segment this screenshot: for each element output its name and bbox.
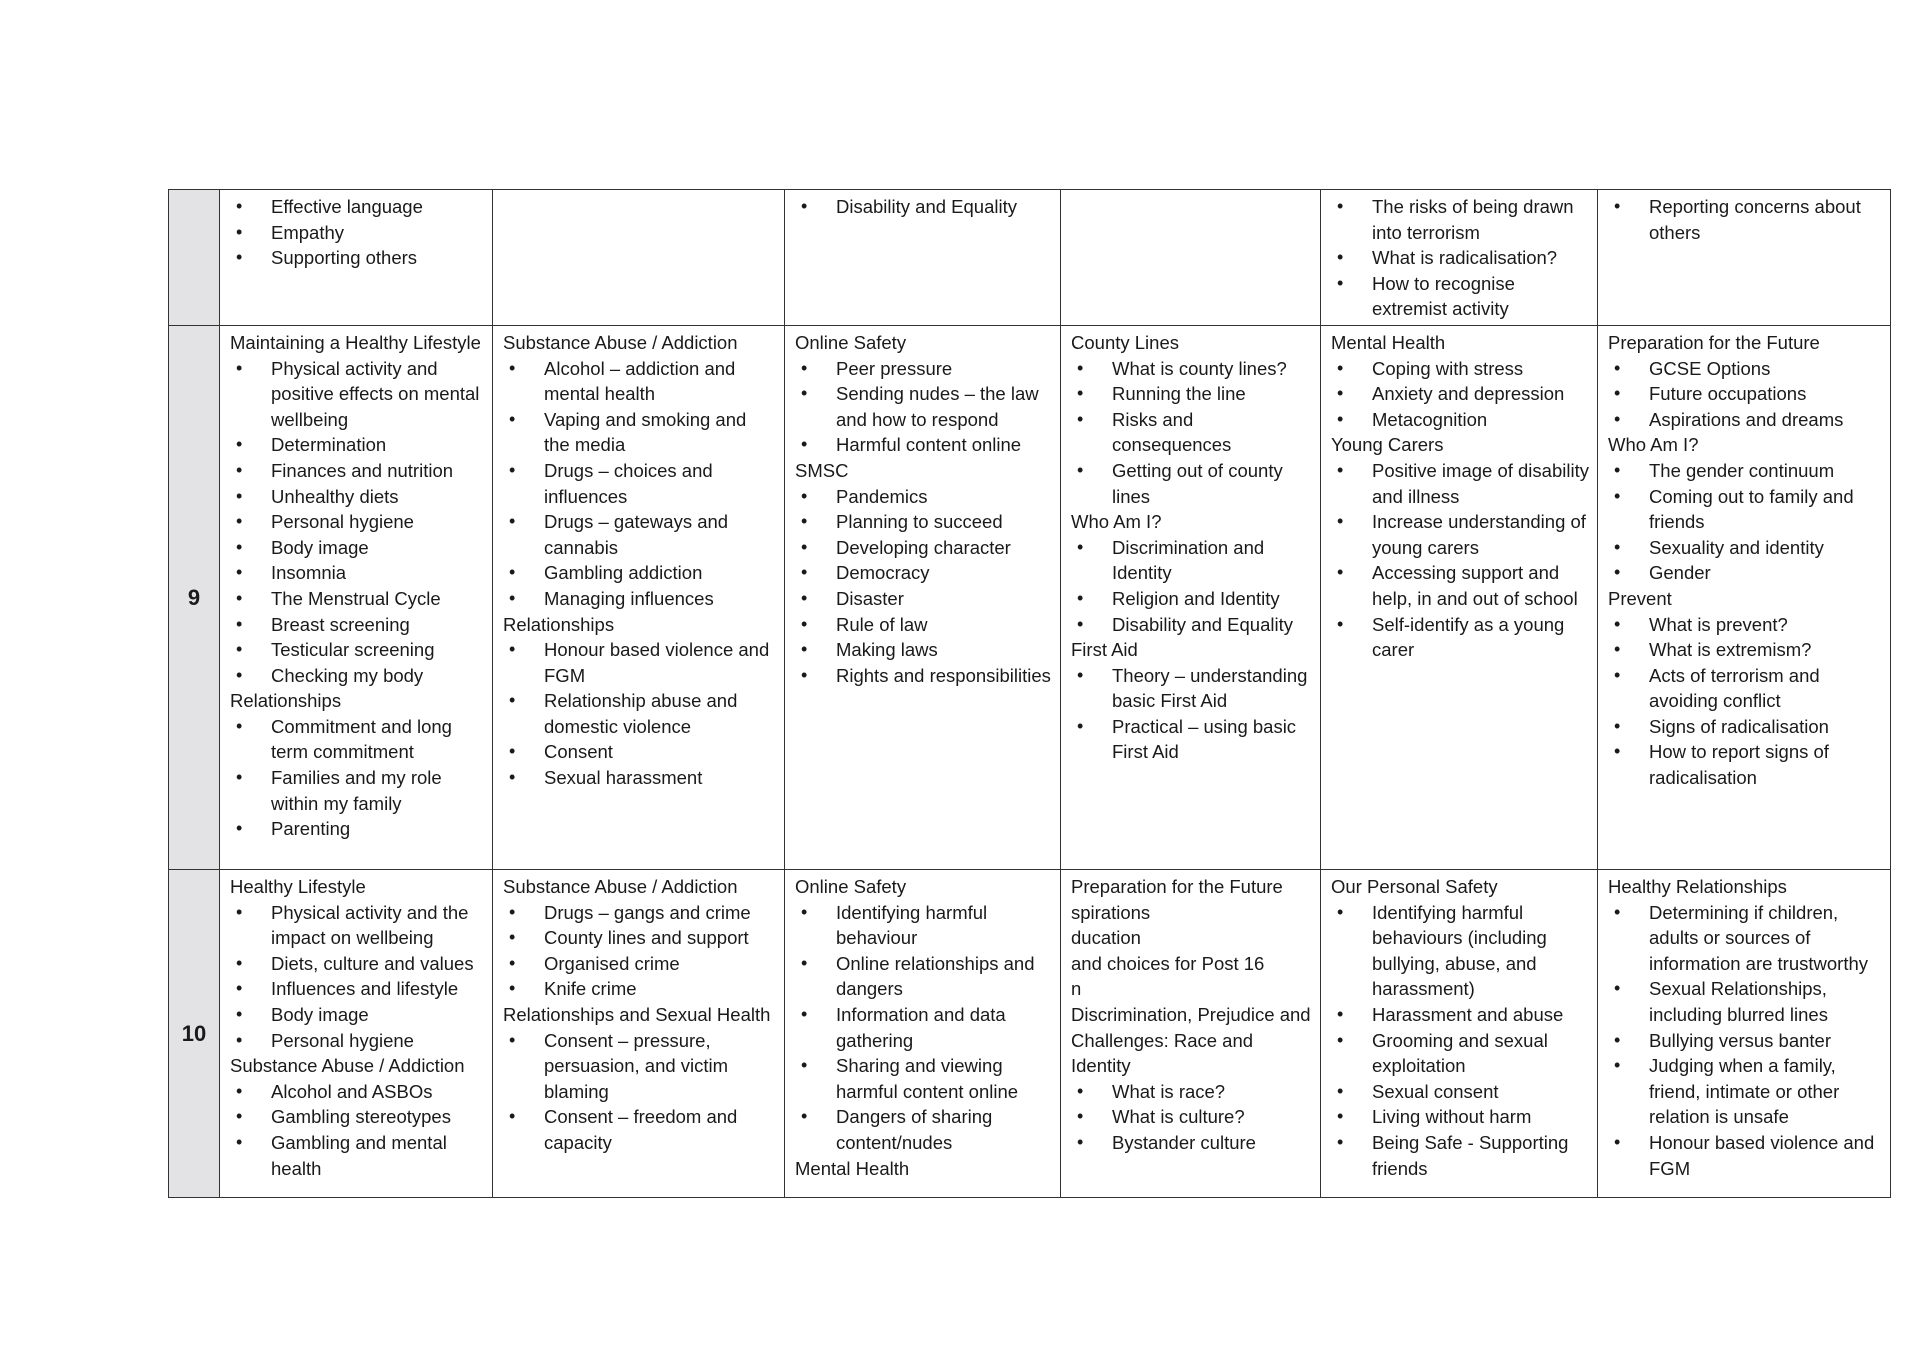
topic-list — [230, 900, 484, 1054]
list-item: • Determining if children, adults or sources of information are trustworthy — [1608, 900, 1882, 977]
topic-list — [1331, 458, 1589, 663]
list-item: • Gambling addiction — [503, 560, 776, 586]
section-title: Online Safety — [795, 331, 907, 353]
topic-cell — [493, 190, 785, 326]
table-row-year-9 — [169, 325, 1891, 869]
list-item: • Relationship abuse and domestic violence — [503, 688, 776, 739]
section-title: County Lines — [1071, 331, 1179, 353]
list-item: • What is county lines? — [1071, 356, 1312, 382]
section-title: Who Am I? — [1608, 434, 1699, 456]
list-item: • Dangers of sharing content/nudes — [795, 1104, 1052, 1155]
list-item: • Risks and consequences — [1071, 407, 1312, 458]
topic-cell — [1321, 869, 1598, 1197]
list-item: • Empathy — [230, 220, 484, 246]
topic-cell — [1321, 190, 1598, 326]
list-item: • Disability and Equality — [1071, 612, 1312, 638]
list-item: • What is culture? — [1071, 1104, 1312, 1130]
curriculum-table — [168, 189, 1891, 1198]
list-item: • Planning to succeed — [795, 509, 1052, 535]
list-item: • Religion and Identity — [1071, 586, 1312, 612]
topic-list — [795, 900, 1052, 1156]
list-item: • Insomnia — [230, 560, 484, 586]
list-item: • Unhealthy diets — [230, 484, 484, 510]
list-item: • Grooming and sexual exploitation — [1331, 1028, 1589, 1079]
list-item: • Consent – freedom and capacity — [503, 1104, 776, 1155]
section-title: First Aid — [1071, 639, 1138, 661]
list-item: • Sending nudes – the law and how to respond — [795, 381, 1052, 432]
list-item: • Increase understanding of young carers — [1331, 509, 1589, 560]
list-item: • Future occupations — [1608, 381, 1882, 407]
list-item: • Harmful content online — [795, 432, 1052, 458]
list-item: • Drugs – gateways and cannabis — [503, 509, 776, 560]
list-item: • Consent – pressure, persuasion, and victim blaming — [503, 1028, 776, 1105]
list-item: • Information and data gathering — [795, 1002, 1052, 1053]
list-item: • Vaping and smoking and the media — [503, 407, 776, 458]
section-title: Mental Health — [1331, 331, 1446, 353]
section-title: Preparation for the Future — [1608, 331, 1820, 353]
list-item: • What is race? — [1071, 1079, 1312, 1105]
topic-cell — [785, 190, 1061, 326]
topic-list — [230, 356, 484, 689]
list-item: • The risks of being drawn into terrorism — [1331, 194, 1589, 245]
list-item: • Anxiety and depression — [1331, 381, 1589, 407]
list-item: • Body image — [230, 535, 484, 561]
list-item: • Personal hygiene — [230, 1028, 484, 1054]
topic-list — [503, 356, 776, 612]
list-item: • Breast screening — [230, 612, 484, 638]
section-title: Mental Health — [795, 1157, 910, 1179]
list-item: • Determination — [230, 432, 484, 458]
table-row-continued — [169, 190, 1891, 326]
section-title: Relationships and Sexual Health — [503, 1003, 771, 1025]
list-item: • Rule of law — [795, 612, 1052, 638]
section-title: SMSC — [795, 459, 849, 481]
section-title: Discrimination, Prejudice and Challenges: Race and Identity — [1071, 1003, 1311, 1077]
list-item: • Sexuality and identity — [1608, 535, 1882, 561]
section-title: Young Carers — [1331, 434, 1444, 456]
list-item: • Disaster — [795, 586, 1052, 612]
list-item: • Gambling and mental health — [230, 1130, 484, 1181]
list-item: • Judging when a family, friend, intimate or other relation is unsafe — [1608, 1053, 1882, 1130]
topic-list — [503, 637, 776, 791]
section-title: ducation — [1071, 927, 1141, 949]
list-item: • Drugs – choices and influences — [503, 458, 776, 509]
topic-cell — [220, 325, 493, 869]
topic-list — [1608, 194, 1882, 245]
list-item: • Sexual harassment — [503, 765, 776, 791]
topic-cell — [1061, 869, 1321, 1197]
list-item: • Living without harm — [1331, 1104, 1589, 1130]
section-title: Who Am I? — [1071, 511, 1162, 533]
section-title: Prevent — [1608, 587, 1672, 609]
topic-list — [230, 1079, 484, 1181]
topic-list — [795, 484, 1052, 689]
list-item: • The gender continuum — [1608, 458, 1882, 484]
list-item: • Alcohol and ASBOs — [230, 1079, 484, 1105]
list-item: • County lines and support — [503, 925, 776, 951]
list-item: • Acts of terrorism and avoiding conflict — [1608, 663, 1882, 714]
list-item: • How to recognise extremist activity — [1331, 271, 1589, 322]
list-item: • Gender — [1608, 560, 1882, 586]
topic-list — [503, 1028, 776, 1156]
list-item: • Bullying versus banter — [1608, 1028, 1882, 1054]
list-item: • Managing influences — [503, 586, 776, 612]
section-title: and choices for Post 16 — [1071, 952, 1265, 974]
topic-list — [230, 194, 484, 271]
list-item: • Body image — [230, 1002, 484, 1028]
topic-cell — [785, 325, 1061, 869]
topic-cell — [493, 325, 785, 869]
topic-list — [1608, 356, 1882, 433]
topic-list — [230, 714, 484, 842]
section-title: Healthy Relationships — [1608, 875, 1787, 897]
year-cell: 10 — [169, 869, 220, 1197]
list-item: • Reporting concerns about others — [1608, 194, 1882, 245]
topic-list — [1071, 663, 1312, 765]
list-item: • Sexual Relationships, including blurred lines — [1608, 976, 1882, 1027]
list-item: • Consent — [503, 739, 776, 765]
list-item: • Being Safe - Supporting friends — [1331, 1130, 1589, 1181]
list-item: • Identifying harmful behaviours (including bullying, abuse, and harassment) — [1331, 900, 1589, 1002]
list-item: • Gambling stereotypes — [230, 1104, 484, 1130]
list-item: • Disability and Equality — [795, 194, 1052, 220]
list-item: • What is extremism? — [1608, 637, 1882, 663]
topic-cell — [785, 869, 1061, 1197]
list-item: • Accessing support and help, in and out of school — [1331, 560, 1589, 611]
list-item: • Organised crime — [503, 951, 776, 977]
list-item: • Honour based violence and FGM — [1608, 1130, 1882, 1181]
list-item: • Sharing and viewing harmful content online — [795, 1053, 1052, 1104]
list-item: • Families and my role within my family — [230, 765, 484, 816]
section-title: Substance Abuse / Addiction — [230, 1055, 465, 1077]
year-cell — [169, 190, 220, 326]
list-item: • Getting out of county lines — [1071, 458, 1312, 509]
list-item: • Rights and responsibilities — [795, 663, 1052, 689]
topic-list — [1608, 458, 1882, 586]
topic-cell — [1598, 325, 1891, 869]
list-item: • Commitment and long term commitment — [230, 714, 484, 765]
list-item: • Peer pressure — [795, 356, 1052, 382]
list-item: • Supporting others — [230, 245, 484, 271]
topic-list — [503, 900, 776, 1002]
list-item: • Coming out to family and friends — [1608, 484, 1882, 535]
section-title: Relationships — [230, 690, 342, 712]
topic-list — [1608, 612, 1882, 791]
topic-list — [795, 194, 1052, 220]
list-item: • Discrimination and Identity — [1071, 535, 1312, 586]
list-item: • Harassment and abuse — [1331, 1002, 1589, 1028]
section-title: Substance Abuse / Addiction — [503, 875, 738, 897]
topic-cell — [1321, 325, 1598, 869]
section-title: Substance Abuse / Addiction — [503, 331, 738, 353]
list-item: • Sexual consent — [1331, 1079, 1589, 1105]
topic-cell — [1598, 869, 1891, 1197]
list-item: • The Menstrual Cycle — [230, 586, 484, 612]
topic-list — [1608, 900, 1882, 1182]
list-item: • What is prevent? — [1608, 612, 1882, 638]
list-item: • Metacognition — [1331, 407, 1589, 433]
topic-cell — [1598, 190, 1891, 326]
list-item: • Effective language — [230, 194, 484, 220]
list-item: • Physical activity and positive effects on mental wellbeing — [230, 356, 484, 433]
list-item: • GCSE Options — [1608, 356, 1882, 382]
section-title: Online Safety — [795, 875, 907, 897]
section-title: Preparation for the Future — [1071, 875, 1283, 897]
topic-cell — [220, 190, 493, 326]
list-item: • Making laws — [795, 637, 1052, 663]
list-item: • Online relationships and dangers — [795, 951, 1052, 1002]
list-item: • Finances and nutrition — [230, 458, 484, 484]
year-cell: 9 — [169, 325, 220, 869]
topic-cell — [493, 869, 785, 1197]
list-item: • Self-identify as a young carer — [1331, 612, 1589, 663]
section-title: Healthy Lifestyle — [230, 875, 366, 897]
list-item: • Practical – using basic First Aid — [1071, 714, 1312, 765]
section-title: Our Personal Safety — [1331, 875, 1498, 897]
list-item: • Positive image of disability and illness — [1331, 458, 1589, 509]
list-item: • How to report signs of radicalisation — [1608, 739, 1882, 790]
list-item: • Bystander culture — [1071, 1130, 1312, 1156]
list-item: • Signs of radicalisation — [1608, 714, 1882, 740]
topic-list — [1331, 900, 1589, 1182]
topic-cell — [1061, 325, 1321, 869]
topic-list — [1331, 356, 1589, 433]
list-item: • Physical activity and the impact on wellbeing — [230, 900, 484, 951]
list-item: • Developing character — [795, 535, 1052, 561]
list-item: • Checking my body — [230, 663, 484, 689]
list-item: • Identifying harmful behaviour — [795, 900, 1052, 951]
list-item: • Personal hygiene — [230, 509, 484, 535]
topic-list — [1071, 356, 1312, 510]
list-item: • Alcohol – addiction and mental health — [503, 356, 776, 407]
list-item: • Testicular screening — [230, 637, 484, 663]
list-item: • Coping with stress — [1331, 356, 1589, 382]
list-item: • Pandemics — [795, 484, 1052, 510]
section-title: Relationships — [503, 613, 615, 635]
topic-cell — [1061, 190, 1321, 326]
topic-list — [1331, 194, 1589, 322]
list-item: • Theory – understanding basic First Aid — [1071, 663, 1312, 714]
list-item: • Diets, culture and values — [230, 951, 484, 977]
topic-list — [1071, 535, 1312, 637]
list-item: • Knife crime — [503, 976, 776, 1002]
list-item: • Influences and lifestyle — [230, 976, 484, 1002]
section-title: n — [1071, 978, 1082, 1000]
table-row-year-10 — [169, 869, 1891, 1197]
list-item: • Running the line — [1071, 381, 1312, 407]
list-item: • Parenting — [230, 816, 484, 842]
list-item: • Democracy — [795, 560, 1052, 586]
list-item: • What is radicalisation? — [1331, 245, 1589, 271]
list-item: • Aspirations and dreams — [1608, 407, 1882, 433]
list-item: • Honour based violence and FGM — [503, 637, 776, 688]
topic-list — [1071, 1079, 1312, 1156]
topic-cell — [220, 869, 493, 1197]
section-title: spirations — [1071, 901, 1151, 923]
list-item: • Drugs – gangs and crime — [503, 900, 776, 926]
topic-list — [795, 356, 1052, 458]
section-title: Maintaining a Healthy Lifestyle — [230, 331, 481, 353]
